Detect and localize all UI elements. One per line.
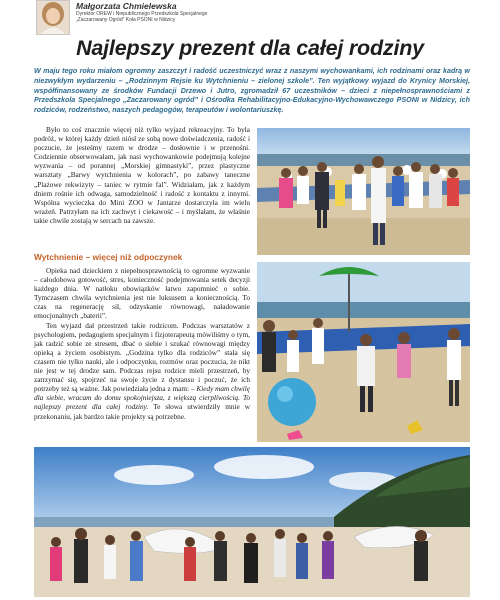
author-photo [36,0,70,35]
article-column-2 [34,267,250,422]
article-column-1 [34,126,250,226]
beach-group-photo [257,128,470,255]
author-name: Małgorzata Chmielewska [76,1,177,11]
group-walk-photo [34,447,470,597]
body-paragraph: Opieka nad dzieckiem z niepełnosprawnością to ogromne wyzwanie – całodobowa gotowość, stres, konieczność podejmowania setek decyzji każdego dnia. W natłoku obowiązków łatwo zapomnieć o sobie. Tymczasem chwila wytchnienia jest nie luksusem a koniecznością. To czas na regenerację sił, odzyskanie równowagi, naładowanie emocjonalnych „baterii”. [34,267,250,321]
body-paragraph [34,322,250,422]
author-block [36,0,207,34]
article-lead: W maju tego roku miałom ogromny zaszczyt i radość uczestniczyć wraz z naszymi wychowankami, ich rodzinami oraz kadrą w niezwykłym wydarzeniu – „Rodzinnym Rejsie ku Wytchnieniu – zielonej szkole”. Ten wyjątkowy wyjazd do Krynicy Morskiej, współfinansowany ze środków Fundacji Drzewo i Jutro, zgromadził 67 uczestników – dzieci z niepełnosprawnościami z Przedszkola Specjalnego „Zaczarowany ogród” i Ośrodka Rehabilitacyjno-Edukacyjno-Wychowawczego PSONI w Nidzicy, ich rodziców, rodzeństwo, naszych pedagogów, terapeutów i wolontariuszkę. [34,67,470,115]
body-paragraph: Było to coś znacznie więcej niż tylko wyjazd rekreacyjny. To była podróż, w której każdy dzień niósł ze sobą nowe doświadczenia, radość i poczucie, że jesteśmy razem w drodze – dosłownie i w przenośni. Codziennie obserwowałam, jak nasi wychowankowie podejmują kolejne wyzwania – od porannej „Morskiej gimnastyki”, przez plastyczne warsztaty „Barwy wytchnienia w kolorach”, po zabawy taneczne „Plażowe rekwizyty – taniec w rytmie fal”. Widziałam, jak z każdym dniem rośnie ich odwaga, samodzielność i radość z kontaktu z innymi. Wspólna wycieczka do Mini ZOO w Jantarze dostarczyła im wielu wrażeń. Patrzyłam na ich zachwyt i ciekawość – i myślałam, że właśnie takie chwile zostają w sercach na zawsze. [34,126,250,225]
body-text: Te słowa utwierdziły mnie w przekonaniu, jak bardzo takie projekty są potrzebne. [34,403,250,421]
mother-quote: – Kiedy mam chwilę dla siebie, wracam do domu spokojniejsza, z większą cierpliwością. To najlepszy prezent dla całej rodziny. [34,385,250,412]
article-headline: Najlepszy prezent dla całej rodziny [76,36,424,60]
body-text: Ten wyjazd dał przestrzeń takie rodzicom. Podczas warsztatów z psychologiem, pedagogiem specjalnym i fizjoterapeutą mówiliśmy o tym, jak radzić sobie ze stresem, dbać o siebie i szukać równowagi między opieką a życiem osobistym. „Godzina tylko dla rodziców” stała się czasem nie tylko nauki, ale i odpoczynku, rozmów oraz poczucia, że nikt nie jest w tej drodze sam. Podczas rejsu rodzice mieli przestrzeń, by zatrzymać się, spojrzeć na swoje życie z dystansu i poczuć, że ich potrzeby też są ważne. Jak powiedziała jedna z mam: [34,321,250,394]
author-role-line2: „Zaczarowany Ogród” Koła PSONI w Nidzicy [76,17,176,23]
section-subheading: Wytchnienie – więcej niż odpoczynek [34,252,183,262]
author-role-line1: Dyrektor OREW i Niepublicznego Przedszkola Specjalnego [76,11,208,17]
beach-activity-photo [257,262,470,442]
